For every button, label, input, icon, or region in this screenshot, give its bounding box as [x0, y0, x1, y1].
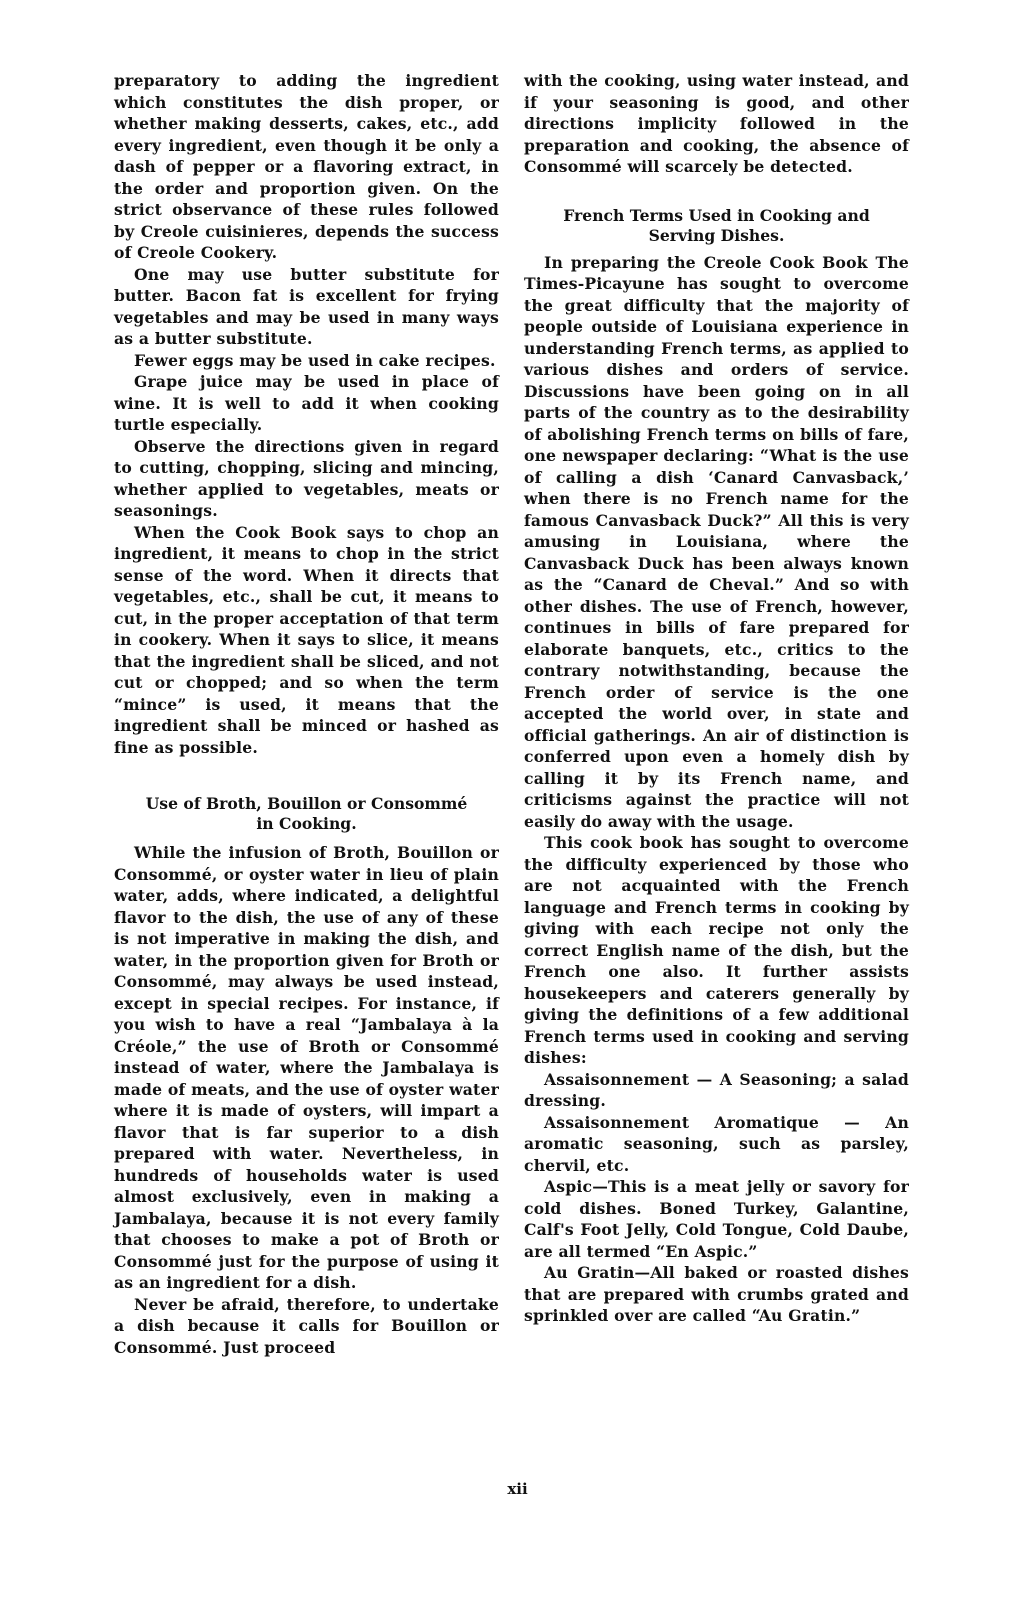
- body-paragraph: In preparing the Creole Cook Book The Times-Picayune has sought to overcome the great difficulty that the majority of people outside of Louisiana experience in understanding French terms, as applied to various dishes and orders of service. Discussions have been going on in all parts of the country as to the desirability of abolishing French terms on bills of fare, one newspaper declaring: “What is the use of calling a dish ‘Canard Canvasback,’ when there is no French name for the famous Canvasback Duck?” All this is very amusing in Louisiana, where the Canvasback Duck has been always known as the “Canard de Cheval.” And so with other dishes. The use of French, however, continues in bills of fare prepared for elaborate banquets, etc., critics to the contrary notwithstanding, because the French order of service is the one accepted the world over, in state and official gatherings. An air of distinction is conferred upon even a homely dish by calling it by its French name, and criticisms against the practice will not easily do away with the usage.: [524, 252, 909, 831]
- page-number: xii: [507, 1480, 528, 1498]
- intro-paragraph: Observe the directions given in regard to cutting, chopping, slicing and mincing, whether applied to vegetables, meats or seasonings.: [114, 436, 499, 520]
- definition-entry: Aspic—This is a meat jelly or savory for cold dishes. Boned Turkey, Galantine, Calf's Foot Jelly, Cold Tongue, Cold Daube, are all termed “En Aspic.”: [524, 1177, 909, 1261]
- section-heading-line: Use of Broth, Bouillon or Consommé: [145, 794, 468, 813]
- left-column: [114, 70, 499, 1358]
- section-paragraph: While the infusion of Broth, Bouillon or Consommé, or oyster water in lieu of plain water, adds, where indicated, a delightful flavor to the dish, the use of any of these is not imperative in making the dish, and water, in the proportion given for Broth or Consommé, may always be used instead, except in special recipes. For instance, if you wish to have a real “Jambalaya à la Créole,” the use of Broth or Consommé instead of water, where the Jambalaya is made of meats, and the use of oyster water where it is made of oysters, will impart a flavor that is far superior to a dish prepared with water. Nevertheless, in hundreds of households water is used almost exclusively, even in making a Jambalaya, because it is not every family that chooses to make a pot of Broth or Consommé just for the purpose of using it as an ingredient for a dish.: [114, 843, 499, 1292]
- definition-entry: Assaisonnement Aromatique — An aromatic seasoning, such as parsley, chervil, etc.: [524, 1112, 909, 1175]
- intro-paragraph: preparatory to adding the ingredient which constitutes the dish proper, or whether making desserts, cakes, etc., add every ingredient, even though it be only a dash of pepper or a flavoring extract, in the order and proportion given. On the strict observance of these rules followed by Creole cuisinieres, depends the success of Creole Cookery.: [114, 71, 499, 262]
- section-heading-line: in Cooking.: [256, 814, 357, 833]
- definition-entry: Au Gratin—All baked or roasted dishes that are prepared with crumbs grated and sprinkled over are called “Au Gratin.”: [524, 1263, 909, 1325]
- right-column: [524, 70, 909, 1327]
- intro-paragraph: When the Cook Book says to chop an ingredient, it means to chop in the strict sense of the word. When it directs that vegetables, etc., shall be cut, it means to cut, in the proper acceptation of that term in cookery. When it says to slice, it means that the ingredient shall be sliced, and not cut or chopped; and so when the term “mince” is used, it means that the ingredient shall be minced or hashed as fine as possible.: [114, 522, 499, 757]
- section-heading-line: French Terms Used in Cooking and: [563, 205, 870, 225]
- definition-entry: Assaisonnement — A Seasoning; a salad dressing.: [524, 1069, 909, 1110]
- section-heading-broth: [114, 794, 499, 834]
- body-paragraph: This cook book has sought to overcome the difficulty experienced by those who are not acquainted with the French language and French terms in cooking by giving with each recipe not only the correct English name of the dish, but the French one also. It further assists housekeepers and caterers generally by giving the definitions of a few additional French terms used in cooking and serving dishes:: [524, 833, 909, 1067]
- section-heading-line: Serving Dishes.: [648, 225, 785, 245]
- continued-paragraph: with the cooking, using water instead, and if your seasoning is good, and other directions implicity followed in the preparation and cooking, the absence of Consommé will scarcely be detected.: [524, 71, 909, 176]
- intro-paragraph: Fewer eggs may be used in cake recipes.: [134, 350, 496, 370]
- section-paragraph: Never be afraid, therefore, to undertake a dish because it calls for Bouillon or Consommé. Just proceed: [114, 1294, 499, 1357]
- intro-paragraph: Grape juice may be used in place of wine. It is well to add it when cooking turtle especially.: [114, 372, 499, 434]
- section-heading-french-terms: [524, 206, 909, 246]
- intro-paragraph: One may use butter substitute for butter. Bacon fat is excellent for frying vegetables and may be used in many ways as a butter substitute.: [114, 264, 499, 348]
